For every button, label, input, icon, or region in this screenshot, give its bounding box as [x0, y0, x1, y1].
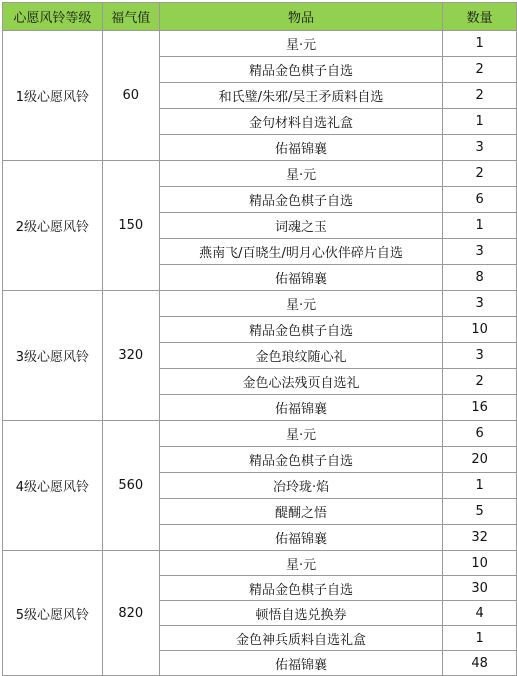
item-name-cell: 佑福锦襄: [159, 135, 443, 161]
item-name-cell: 金句材料自选礼盒: [159, 109, 443, 135]
item-qty-cell: 1: [443, 109, 517, 135]
tier-level-cell: 1级心愿风铃: [3, 31, 103, 161]
item-qty-cell: 6: [443, 187, 517, 213]
item-name-cell: 和氏璧/朱邪/吴王矛质料自选: [159, 83, 443, 109]
item-name-cell: 燕南飞/百晓生/明月心伙伴碎片自选: [159, 239, 443, 265]
wish-chime-reward-table: [2, 2, 517, 676]
item-name-cell: 佑福锦襄: [159, 265, 443, 291]
item-name-cell: 金色心法残页自选礼: [159, 369, 443, 395]
tier-level-cell: 4级心愿风铃: [3, 421, 103, 551]
item-qty-cell: 2: [443, 161, 517, 187]
tier-points-cell: 820: [102, 551, 159, 676]
item-qty-cell: 1: [443, 473, 517, 499]
table-header-row: [3, 3, 517, 31]
item-qty-cell: 48: [443, 651, 517, 676]
header-item: 物品: [159, 3, 443, 31]
item-name-cell: 星·元: [159, 551, 443, 576]
item-qty-cell: 1: [443, 31, 517, 57]
tier-points-cell: 560: [102, 421, 159, 551]
item-name-cell: 佑福锦襄: [159, 651, 443, 676]
item-qty-cell: 2: [443, 83, 517, 109]
item-qty-cell: 20: [443, 447, 517, 473]
item-qty-cell: 8: [443, 265, 517, 291]
item-qty-cell: 10: [443, 317, 517, 343]
item-name-cell: 星·元: [159, 31, 443, 57]
item-name-cell: 精品金色棋子自选: [159, 576, 443, 601]
item-name-cell: 金色神兵质料自选礼盒: [159, 626, 443, 651]
header-points: 福气值: [102, 3, 159, 31]
item-name-cell: 金色琅纹随心礼: [159, 343, 443, 369]
item-name-cell: 醍醐之悟: [159, 499, 443, 525]
item-qty-cell: 5: [443, 499, 517, 525]
tier-level-cell: 3级心愿风铃: [3, 291, 103, 421]
table-row: [3, 291, 517, 317]
table-row: [3, 161, 517, 187]
item-qty-cell: 4: [443, 601, 517, 626]
header-qty: 数量: [443, 3, 517, 31]
item-qty-cell: 32: [443, 525, 517, 551]
item-name-cell: 精品金色棋子自选: [159, 187, 443, 213]
tier-points-cell: 150: [102, 161, 159, 291]
table-row: [3, 31, 517, 57]
table-body: [3, 31, 517, 676]
item-name-cell: 星·元: [159, 421, 443, 447]
table-row: [3, 551, 517, 576]
item-qty-cell: 16: [443, 395, 517, 421]
item-name-cell: 词魂之玉: [159, 213, 443, 239]
item-name-cell: 佑福锦襄: [159, 395, 443, 421]
item-qty-cell: 10: [443, 551, 517, 576]
table-row: [3, 421, 517, 447]
item-qty-cell: 2: [443, 369, 517, 395]
item-name-cell: 精品金色棋子自选: [159, 57, 443, 83]
item-name-cell: 精品金色棋子自选: [159, 317, 443, 343]
item-qty-cell: 3: [443, 291, 517, 317]
item-name-cell: 佑福锦襄: [159, 525, 443, 551]
item-qty-cell: 1: [443, 626, 517, 651]
tier-level-cell: 5级心愿风铃: [3, 551, 103, 676]
item-qty-cell: 30: [443, 576, 517, 601]
item-qty-cell: 2: [443, 57, 517, 83]
item-name-cell: 冶玲珑·焰: [159, 473, 443, 499]
item-name-cell: 星·元: [159, 291, 443, 317]
item-qty-cell: 3: [443, 239, 517, 265]
item-qty-cell: 6: [443, 421, 517, 447]
item-qty-cell: 3: [443, 343, 517, 369]
item-name-cell: 星·元: [159, 161, 443, 187]
item-qty-cell: 3: [443, 135, 517, 161]
tier-level-cell: 2级心愿风铃: [3, 161, 103, 291]
tier-points-cell: 320: [102, 291, 159, 421]
item-name-cell: 精品金色棋子自选: [159, 447, 443, 473]
header-level: 心愿风铃等级: [3, 3, 103, 31]
item-qty-cell: 1: [443, 213, 517, 239]
tier-points-cell: 60: [102, 31, 159, 161]
item-name-cell: 顿悟自选兑换券: [159, 601, 443, 626]
